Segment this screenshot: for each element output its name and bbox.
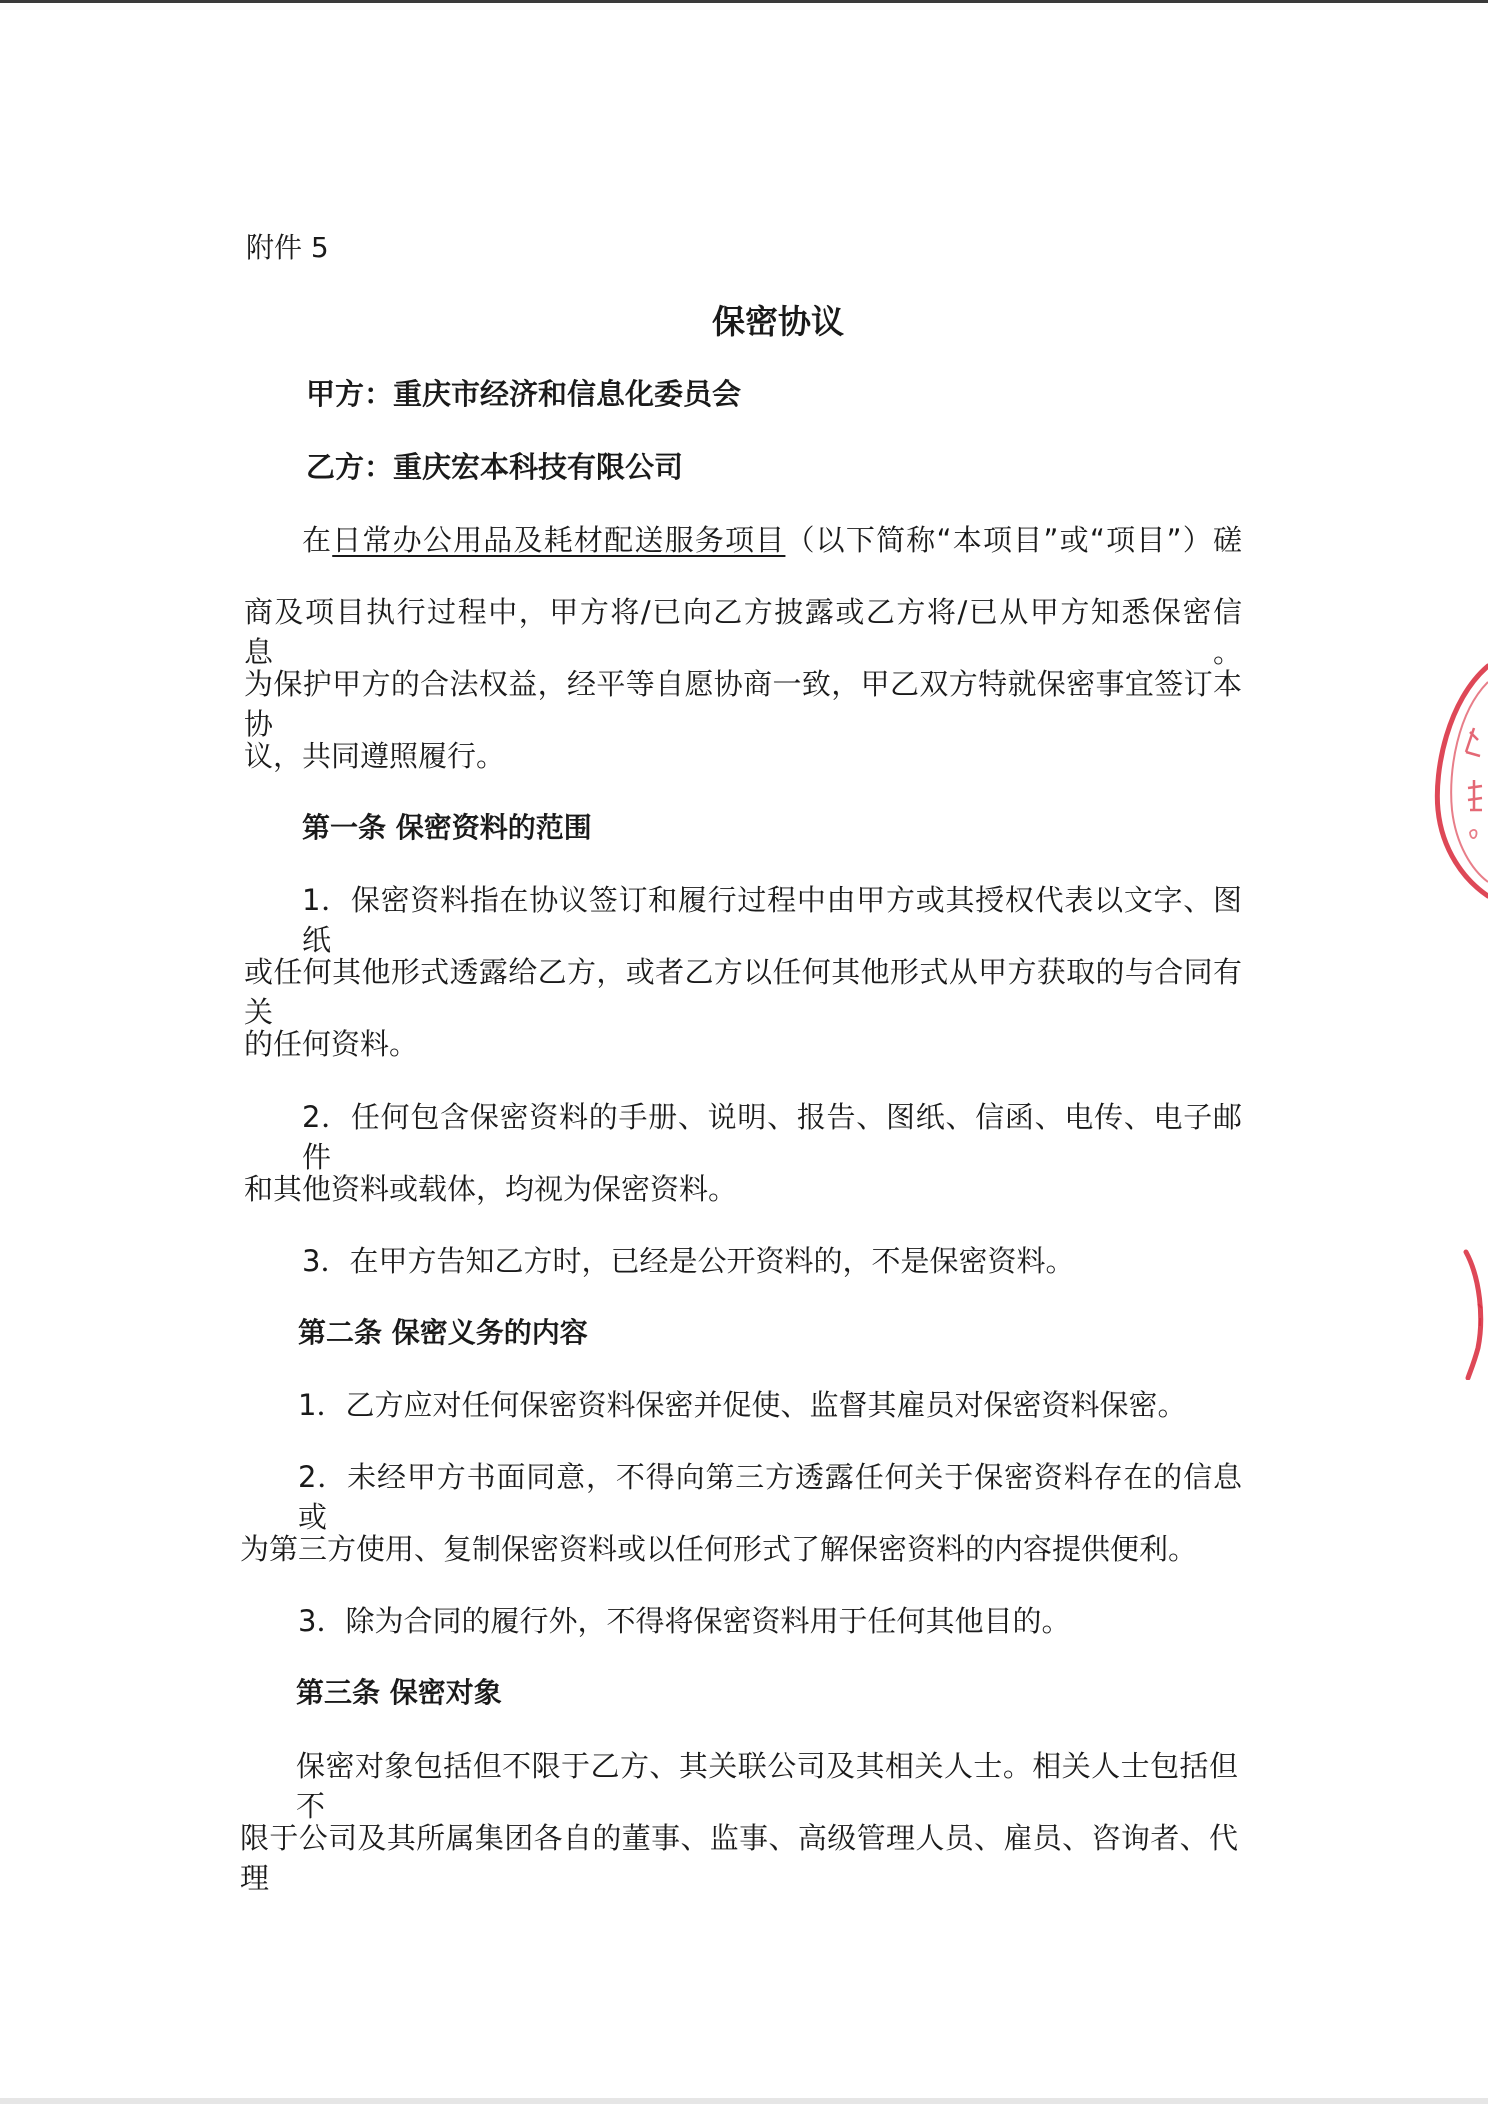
art3-p1-line-1: 保密对象包括但不限于乙方、其关联公司及其相关人士。相关人士包括但不 [296,1749,1238,1823]
art2-p3-line-1: 3．除为合同的履行外，不得将保密资料用于任何其他目的。 [298,1604,1071,1638]
document-title: 保密协议 [712,302,844,341]
party-a: 甲方：重庆市经济和信息化委员会 [306,377,742,411]
art2-p1-line-1: 1．乙方应对任何保密资料保密并促使、监督其雇员对保密资料保密。 [298,1388,1187,1422]
art2-p2-line-2: 为第三方使用、复制保密资料或以任何形式了解保密资料的内容提供便利。 [240,1532,1198,1566]
art1-p1-line-3: 的任何资料。 [244,1027,419,1061]
intro-line-4: 议，共同遵照履行。 [244,739,506,773]
seal-stamp-upper [1430,660,1488,900]
attachment-label: 附件 5 [246,231,329,264]
art3-p1-line-2: 限于公司及其所属集团各自的董事、监事、高级管理人员、雇员、咨询者、代理 [240,1821,1238,1895]
article-2-heading: 第二条 保密义务的内容 [298,1316,588,1349]
art2-p2-line-1: 2．未经甲方书面同意，不得向第三方透露任何关于保密资料存在的信息或 [298,1460,1242,1534]
intro-line-3: 为保护甲方的合法权益，经平等自愿协商一致，甲乙双方特就保密事宜签订本协 [244,667,1242,741]
seal-stamp-lower [1462,1248,1488,1380]
article-3-heading: 第三条 保密对象 [296,1676,502,1709]
scan-edge-top [0,0,1488,3]
art1-p2-line-2: 和其他资料或载体，均视为保密资料。 [244,1172,738,1206]
intro-suffix: （以下简称“本项目”或“项目”）磋 [785,523,1242,557]
intro-prefix: 在 [302,523,333,557]
party-b: 乙方：重庆宏本科技有限公司 [306,450,684,484]
art1-p2-line-1: 2．任何包含保密资料的手册、说明、报告、图纸、信函、电传、电子邮件 [302,1100,1242,1174]
scan-edge-bottom [0,2098,1488,2104]
art1-p1-line-1: 1．保密资料指在协议签订和履行过程中由甲方或其授权代表以文字、图纸 [302,883,1242,957]
article-1-heading: 第一条 保密资料的范围 [302,811,592,844]
art1-p3-line-1: 3．在甲方告知乙方时，已经是公开资料的，不是保密资料。 [302,1244,1075,1278]
art1-p1-line-2: 或任何其他形式透露给乙方，或者乙方以任何其他形式从甲方获取的与合同有关 [244,955,1242,1029]
project-name: 日常办公用品及耗材配送服务项目 [332,523,786,557]
intro-line-1 [302,520,1242,560]
intro-line-2: 商及项目执行过程中，甲方将/已向乙方披露或乙方将/已从甲方知悉保密信息。 [244,595,1242,669]
